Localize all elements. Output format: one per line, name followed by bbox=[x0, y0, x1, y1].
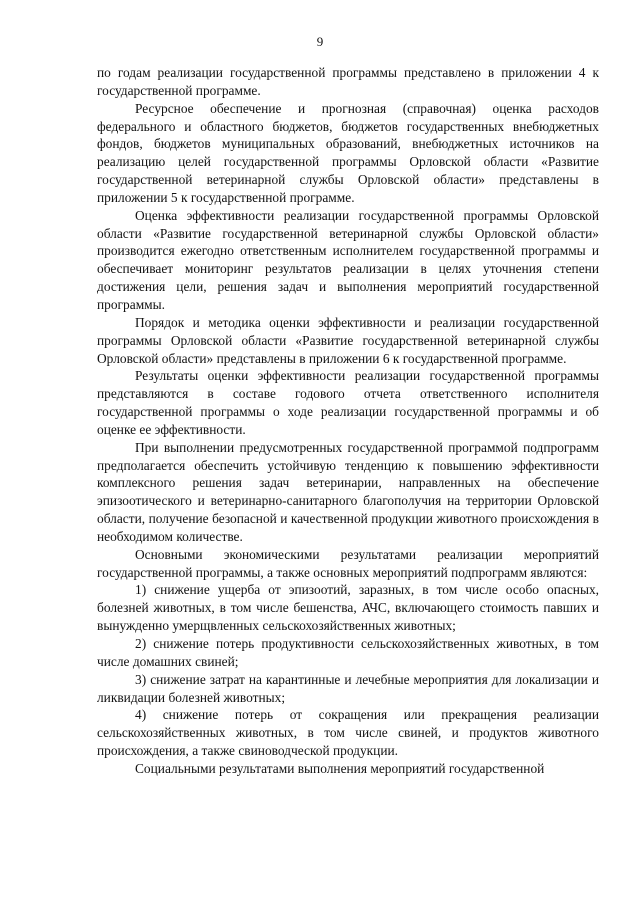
list-item-3: 3) снижение затрат на карантинные и лечебные мероприятия для локализации и ликвидации болезней животных; bbox=[97, 671, 599, 705]
paragraph-4: Порядок и методика оценки эффективности и реализации государственной программы Орловской области «Развитие государственной ветеринарной службы Орловской области» представлены в приложении 6 к государственной программе. bbox=[97, 314, 599, 366]
paragraph-8: Социальными результатами выполнения мероприятий государственной bbox=[135, 760, 545, 776]
paragraph-3: Оценка эффективности реализации государственной программы Орловской области «Развитие государственной ветеринарной службы Орловской области» производится ежегодно ответственным исполнителем государственной программы и обеспечивает мониторинг результатов реализации в целях уточнения степени достижения цели, решения задач и выполнения мероприятий государственной программы. bbox=[97, 207, 599, 312]
paragraph-7: Основными экономическими результатами реализации мероприятий государственной программы, а также основных мероприятий подпрограмм являются: bbox=[97, 546, 599, 580]
list-item-2: 2) снижение потерь продуктивности сельскохозяйственных животных, в том числе домашних свиней; bbox=[97, 636, 599, 669]
list-item-1: 1) снижение ущерба от эпизоотий, заразных, в том числе особо опасных, болезней животных, в том числе бешенства, АЧС, включающего стоимость павших и вынужденно умерщвленных сельскохозяйственных животных; bbox=[97, 582, 599, 634]
page-number: 9 bbox=[316, 34, 324, 49]
paragraph-2: Ресурсное обеспечение и прогнозная (справочная) оценка расходов федерального и областного бюджетов, бюджетов государственных внебюджетных фондов, бюджетов муниципальных образований, внебюджетных источников на реализацию целей государственной программы Орловской области «Развитие государственной ветеринарной службы Орловской области» представлены в приложении 5 к государственной программе. bbox=[97, 100, 599, 205]
paragraph-6: При выполнении предусмотренных государственной программой подпрограмм предполагается обеспечить устойчивую тенденцию к повышению эффективности комплексного решения задач ветеринарии, направленных на обеспечение эпизоотического и ветеринарно-санитарного благополучия на территории Орловской области, получение безопасной и качественной продукции животного происхождения в необходимом количестве. bbox=[97, 439, 599, 544]
document-body bbox=[97, 64, 599, 778]
paragraph-5: Результаты оценки эффективности реализации государственной программы представляются в составе годового отчета ответственного исполнителя государственной программы о ходе реализации государственной программы и об оценке ее эффективности. bbox=[97, 368, 599, 437]
list-item-4: 4) снижение потерь от сокращения или прекращения реализации сельскохозяйственных животных, в том числе свиней, и продуктов животного происхождения, а также свиноводческой продукции. bbox=[97, 707, 599, 759]
paragraph-1: по годам реализации государственной программы представлено в приложении 4 к государственной программе. bbox=[97, 65, 599, 98]
